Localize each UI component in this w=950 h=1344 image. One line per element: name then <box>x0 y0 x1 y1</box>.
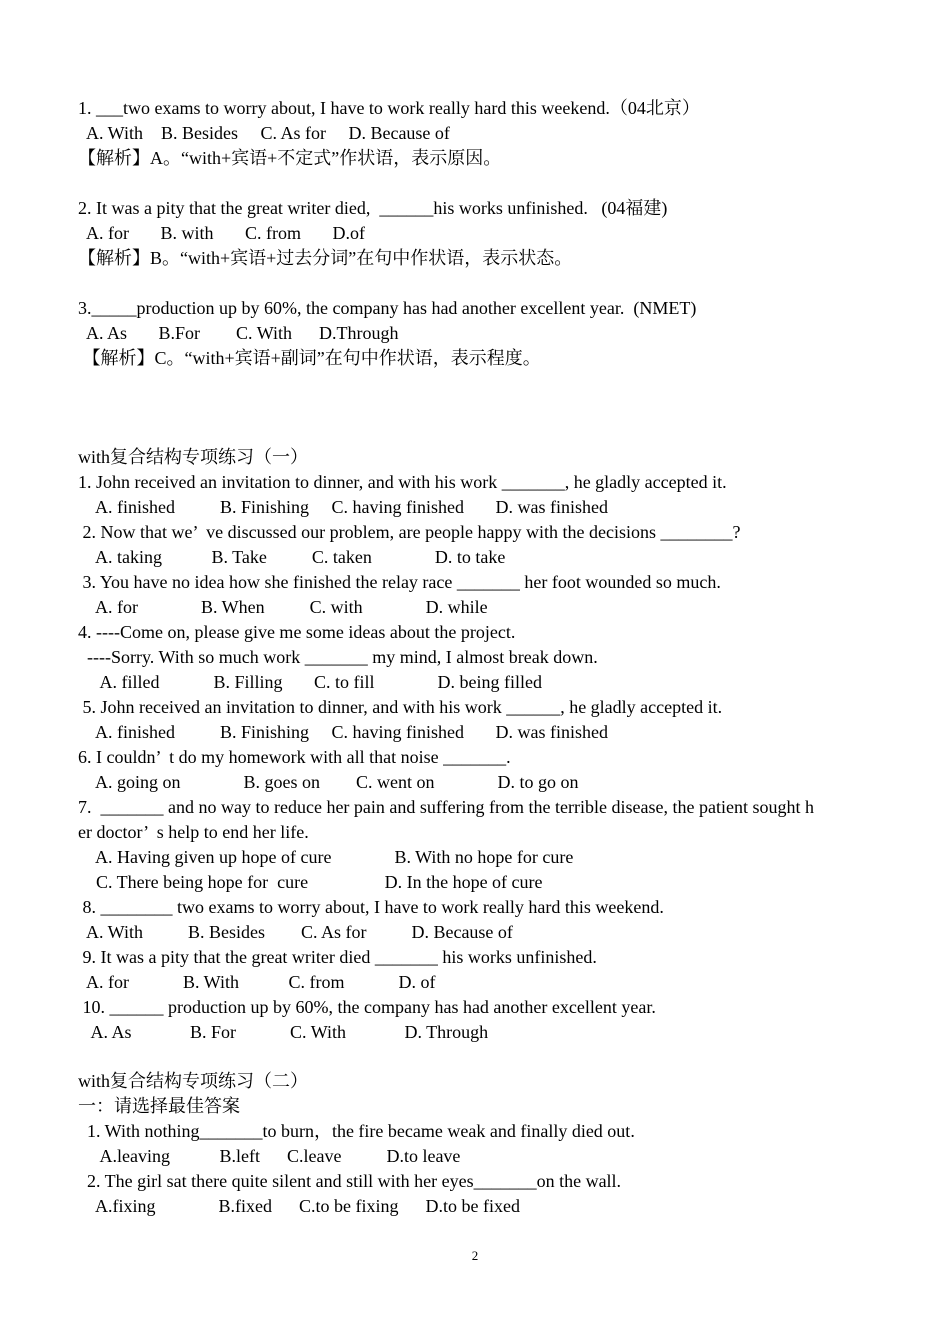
section-heading-practice-two: with复合结构专项练习（二） <box>78 1071 308 1091</box>
practice-two-q2-options: A.fixing B.fixed C.to be fixing D.to be fixed <box>78 1196 520 1216</box>
practice-one-q7-options-ab: A. Having given up hope of cure B. With no hope for cure <box>78 847 574 867</box>
practice-two-q2: 2. The girl sat there quite silent and still with her eyes_______on the wall. <box>78 1171 622 1191</box>
practice-one-q4: 4. ----Come on, please give me some ideas about the project. <box>78 622 516 642</box>
practice-one-q1-options: A. finished B. Finishing C. having finished D. was finished <box>78 497 608 517</box>
practice-one-q5: 5. John received an invitation to dinner, and with his work ______, he gladly accepted it. <box>78 697 723 717</box>
q3-nmet-analysis: 【解析】C。“with+宾语+副词”在句中作状语，表示程度。 <box>78 348 541 368</box>
practice-one-q7: 7. _______ and no way to reduce her pain and suffering from the terrible disease, the patient sought h <box>78 797 814 817</box>
practice-one-q7-continued: er doctor’ s help to end her life. <box>78 822 309 842</box>
q1-beijing-question: 1. ___two exams to worry about, I have to work really hard this weekend.（04北京） <box>78 98 700 118</box>
practice-one-q2-options: A. taking B. Take C. taken D. to take <box>78 547 506 567</box>
page-number: 2 <box>471 1248 479 1263</box>
practice-one-q9-options: A. for B. With C. from D. of <box>78 972 436 992</box>
practice-one-q5-options: A. finished B. Finishing C. having finished D. was finished <box>78 722 608 742</box>
practice-one-q10-options: A. As B. For C. With D. Through <box>78 1022 489 1042</box>
practice-one-q8: 8. ________ two exams to worry about, I have to work really hard this weekend. <box>78 897 664 917</box>
practice-one-q3-options: A. for B. When C. with D. while <box>78 597 488 617</box>
practice-one-q3: 3. You have no idea how she finished the relay race _______ her foot wounded so much. <box>78 572 721 592</box>
q2-fujian-analysis: 【解析】B。“with+宾语+过去分词”在句中作状语，表示状态。 <box>78 248 573 268</box>
practice-one-q10: 10. ______ production up by 60%, the company has had another excellent year. <box>78 997 656 1017</box>
q3-nmet-options: A. As B.For C. With D.Through <box>78 323 399 343</box>
q2-fujian-question: 2. It was a pity that the great writer died, ______his works unfinished. (04福建) <box>78 198 668 218</box>
practice-two-instruction: 一：请选择最佳答案 <box>78 1096 240 1116</box>
practice-one-q9: 9. It was a pity that the great writer died _______ his works unfinished. <box>78 947 597 967</box>
practice-one-q1: 1. John received an invitation to dinner, and with his work _______, he gladly accepted it. <box>78 472 727 492</box>
practice-one-q4-options: A. filled B. Filling C. to fill D. being filled <box>78 672 542 692</box>
practice-one-q8-options: A. With B. Besides C. As for D. Because of <box>78 922 513 942</box>
q1-beijing-analysis: 【解析】A。“with+宾语+不定式”作状语，表示原因。 <box>78 148 502 168</box>
practice-one-q6-options: A. going on B. goes on C. went on D. to go on <box>78 772 579 792</box>
q2-fujian-options: A. for B. with C. from D.of <box>78 223 365 243</box>
section-heading-practice-one: with复合结构专项练习（一） <box>78 447 308 467</box>
q1-beijing-options: A. With B. Besides C. As for D. Because of <box>78 123 450 143</box>
practice-two-q1: 1. With nothing_______to burn，the fire became weak and finally died out. <box>78 1121 635 1141</box>
practice-one-q4-reply: ----Sorry. With so much work _______ my mind, I almost break down. <box>78 647 598 667</box>
practice-one-q7-options-cd: C. There being hope for cure D. In the hope of cure <box>78 872 543 892</box>
practice-one-q6: 6. I couldn’ t do my homework with all that noise _______. <box>78 747 511 767</box>
practice-two-q1-options: A.leaving B.left C.leave D.to leave <box>78 1146 461 1166</box>
practice-one-q2: 2. Now that we’ ve discussed our problem, are people happy with the decisions ________? <box>78 522 741 542</box>
q3-nmet-question: 3._____production up by 60%, the company has had another excellent year. (NMET) <box>78 298 697 318</box>
